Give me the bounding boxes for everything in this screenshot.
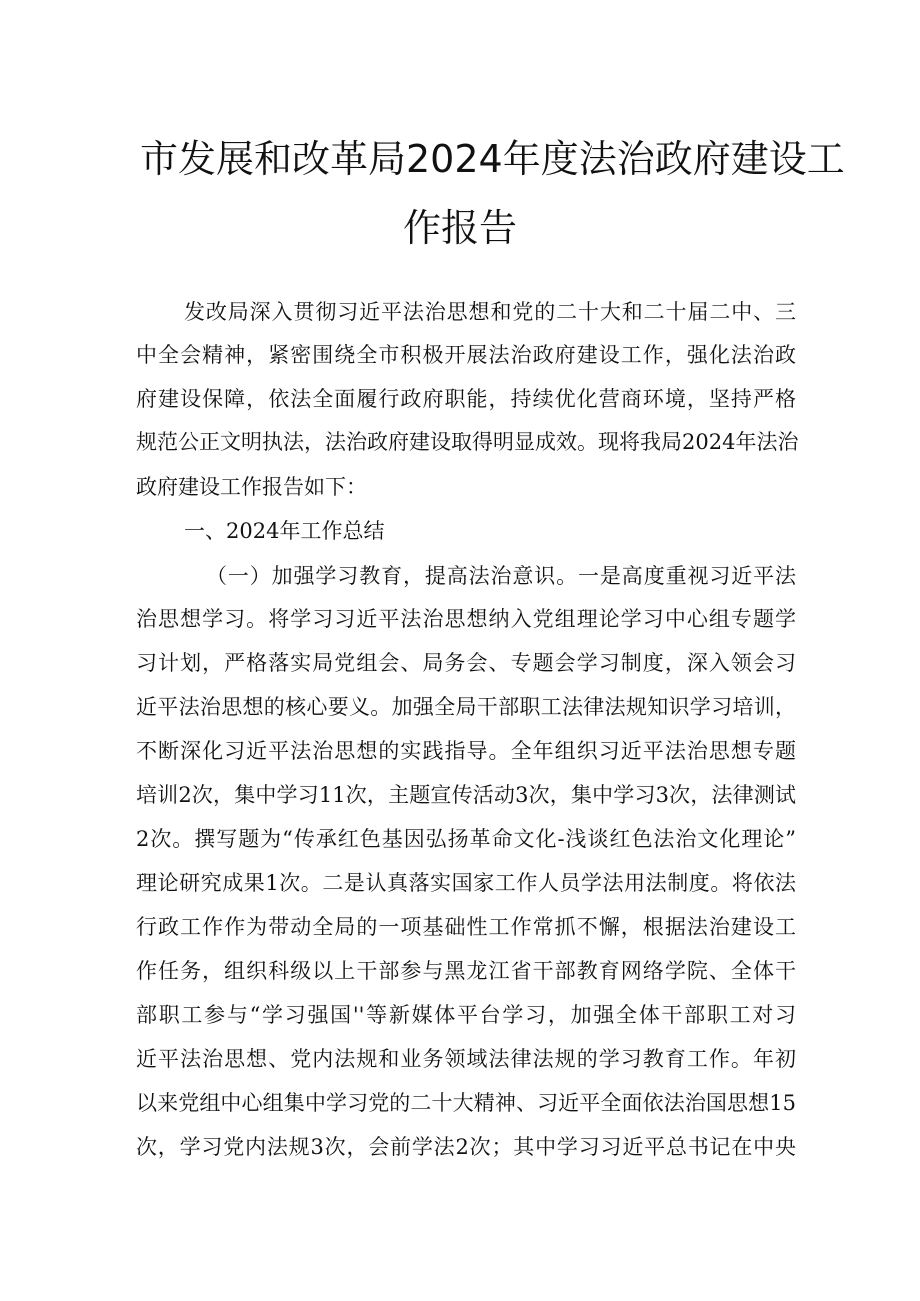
section-heading: 一、2024年工作总结 — [184, 519, 385, 543]
intro-paragraph-line: 中全会精神，紧密围绕全市积极开展法治政府建设工作，强化法治政 — [136, 343, 796, 367]
document-title-line-2: 作报告 — [402, 206, 517, 250]
body-paragraph-line: 培训2次，集中学习11次，主题宣传活动3次，集中学习3次，法律测试 — [136, 783, 796, 807]
body-paragraph-line: 行政工作作为带动全局的一项基础性工作常抓不懈，根据法治建设工 — [136, 915, 796, 939]
body-paragraph-line: （一）加强学习教育，提高法治意识。一是高度重视习近平法 — [206, 564, 796, 588]
body-paragraph-line: 近平法治思想的核心要义。加强全局干部职工法律法规知识学习培训， — [136, 695, 796, 719]
body-paragraph-line: 习计划，严格落实局党组会、局务会、专题会学习制度，深入领会习 — [136, 651, 796, 675]
intro-paragraph-line: 规范公正文明执法，法治政府建设取得明显成效。现将我局2024年法治 — [136, 430, 799, 454]
body-paragraph-line: 以来党组中心组集中学习党的二十大精神、习近平全面依法治国思想15 — [136, 1091, 796, 1115]
body-paragraph-line: 理论研究成果1次。二是认真落实国家工作人员学法用法制度。将依法 — [136, 871, 796, 895]
body-paragraph-line: 部职工参与“学习强国''等新媒体平台学习，加强全体干部职工对习 — [136, 1003, 796, 1027]
body-paragraph-line: 作任务，组织科级以上干部参与黑龙江省干部教育网络学院、全体干 — [136, 959, 796, 983]
body-paragraph-line: 次，学习党内法规3次，会前学法2次；其中学习习近平总书记在中央 — [136, 1135, 796, 1159]
body-paragraph-line: 治思想学习。将学习习近平法治思想纳入党组理论学习中心组专题学 — [136, 607, 796, 631]
intro-paragraph-line: 府建设保障，依法全面履行政府职能，持续优化营商环境，坚持严格 — [136, 387, 796, 411]
body-paragraph-line: 不断深化习近平法治思想的实践指导。全年组织习近平法治思想专题 — [136, 739, 796, 763]
intro-paragraph-line: 发改局深入贯彻习近平法治思想和党的二十大和二十届二中、三 — [184, 300, 796, 324]
body-paragraph-line: 近平法治思想、党内法规和业务领域法律法规的学习教育工作。年初 — [136, 1047, 796, 1071]
intro-paragraph-line: 政府建设工作报告如下： — [136, 475, 367, 499]
document-title-line-1: 市发展和改革局2024年度法治政府建设工 — [140, 137, 845, 181]
body-paragraph-line: 2次。撰写题为“传承红色基因弘扬革命文化-浅谈红色法治文化理论” — [136, 827, 796, 851]
